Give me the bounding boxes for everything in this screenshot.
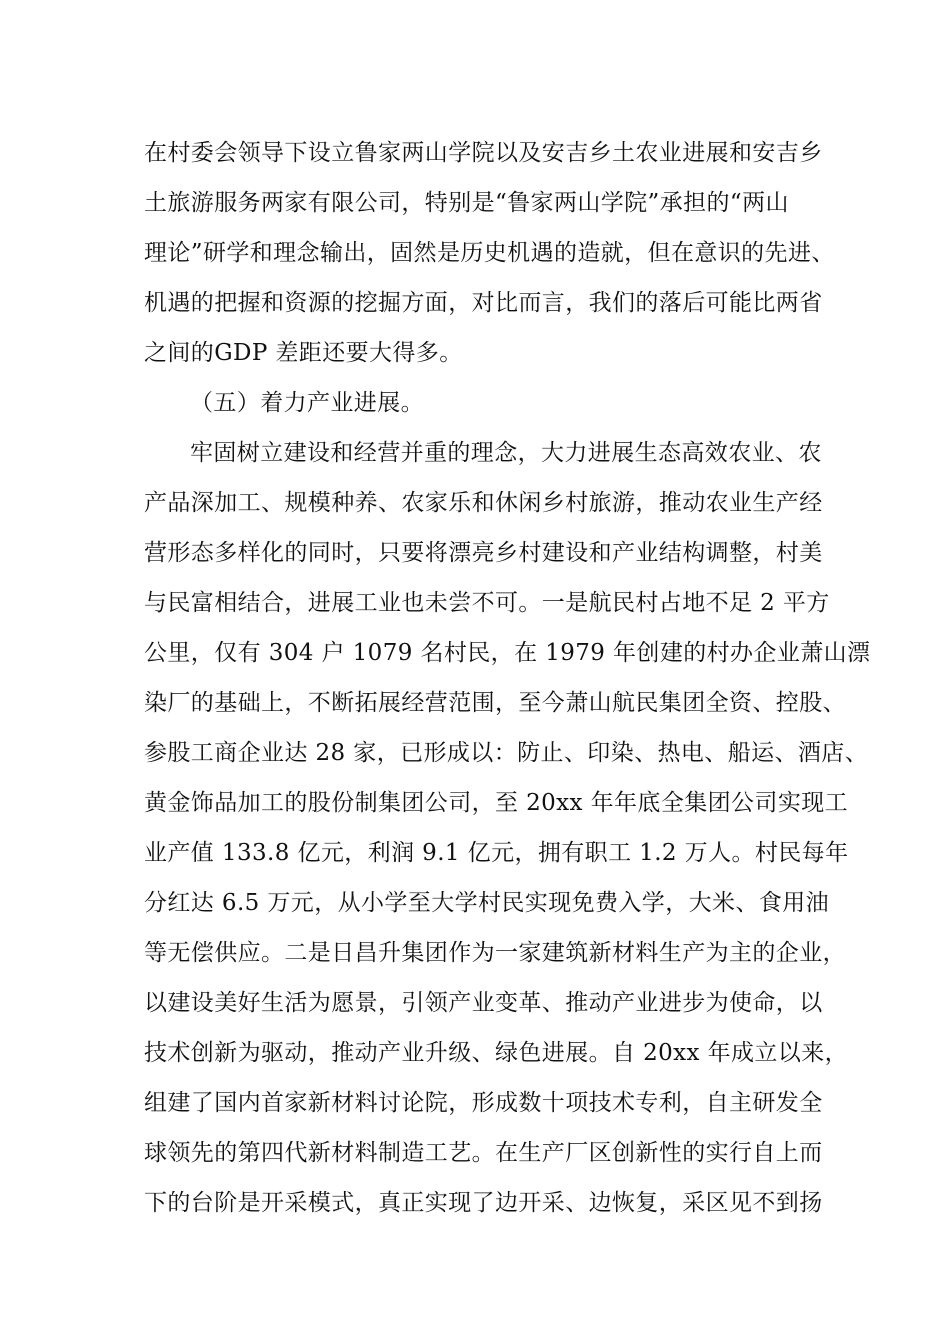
text-line: 产品深加工、规模种养、农家乐和休闲乡村旅游，推动农业生产经: [144, 490, 823, 516]
text-line: 组建了国内首家新材料讨论院，形成数十项技术专利，自主研发全: [144, 1090, 823, 1116]
text-line: 与民富相结合，进展工业也未尝不可。一是航民村占地不足 2 平方: [144, 590, 830, 616]
text-line: 分红达 6.5 万元，从小学至大学村民实现免费入学，大米、食用油: [144, 890, 829, 916]
text-line: 营形态多样化的同时，只要将漂亮乡村建设和产业结构调整，村美: [144, 540, 823, 566]
text-line: 土旅游服务两家有限公司，特别是“鲁家两山学院”承担的“两山: [144, 190, 789, 216]
text-line: 理论”研学和理念输出，固然是历史机遇的造就，但在意识的先进、: [144, 240, 835, 266]
paragraph-first-line: 牢固树立建设和经营并重的理念，大力进展生态高效农业、农: [190, 440, 822, 466]
text-line: 染厂的基础上，不断拓展经营范围，至今萧山航民集团全资、控股、: [144, 690, 846, 716]
text-line: 之间的GDP 差距还要大得多。: [144, 340, 463, 366]
text-line: 机遇的把握和资源的挖掘方面，对比而言，我们的落后可能比两省: [144, 290, 823, 316]
text-line: 技术创新为驱动，推动产业升级、绿色进展。自 20xx 年成立以来，: [144, 1040, 849, 1066]
text-line: 在村委会领导下设立鲁家两山学院以及安吉乡土农业进展和安吉乡: [144, 140, 823, 166]
section-heading: （五）着力产业进展。: [190, 390, 424, 416]
text-line: 下的台阶是开采模式，真正实现了边开采、边恢复，采区见不到扬: [144, 1190, 823, 1216]
text-line: 等无偿供应。二是日昌升集团作为一家建筑新材料生产为主的企业，: [144, 940, 846, 966]
text-line: 公里，仅有 304 户 1079 名村民，在 1979 年创建的村办企业萧山漂: [144, 640, 871, 666]
text-line: 参股工商企业达 28 家，已形成以：防止、印染、热电、船运、酒店、: [144, 740, 869, 766]
text-line: 业产值 133.8 亿元，利润 9.1 亿元，拥有职工 1.2 万人。村民每年: [144, 840, 849, 866]
text-line: 球领先的第四代新材料制造工艺。在生产厂区创新性的实行自上而: [144, 1140, 823, 1166]
text-line: 以建设美好生活为愿景，引领产业变革、推动产业进步为使命，以: [144, 990, 823, 1016]
text-line: 黄金饰品加工的股份制集团公司，至 20xx 年年底全集团公司实现工: [144, 790, 849, 816]
